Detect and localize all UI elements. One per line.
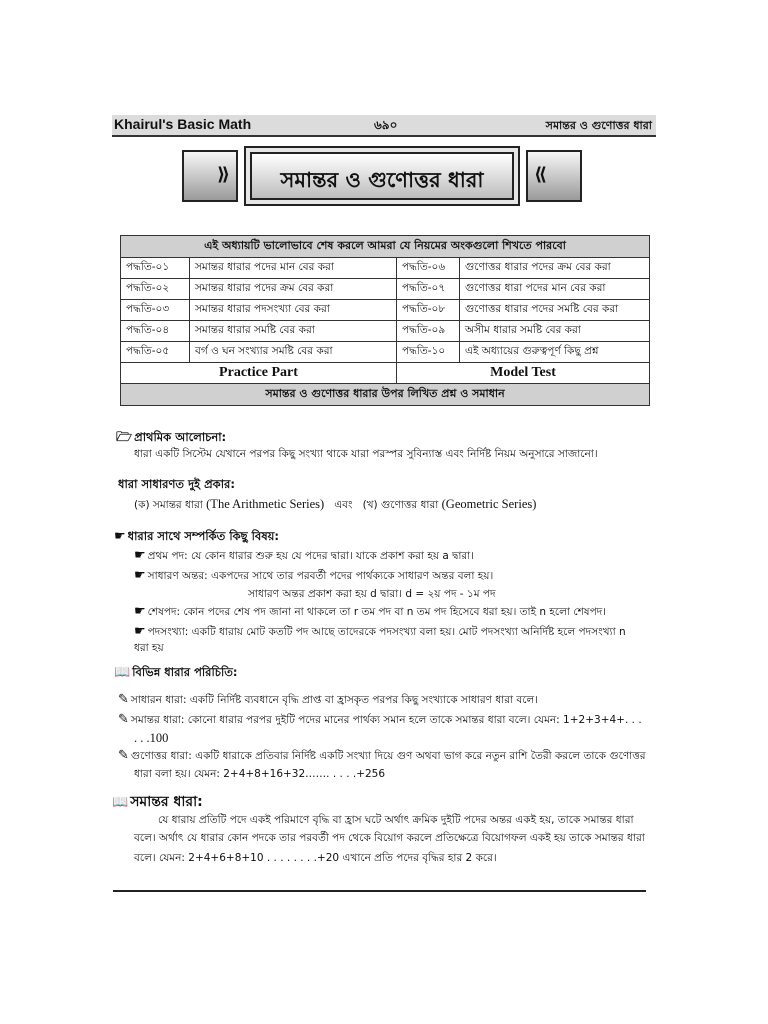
and-word: এবং bbox=[334, 499, 353, 511]
bottom-divider bbox=[113, 890, 646, 892]
intro-text: ধারা একটি সিস্টেম যেখানে পরপর কিছু সংখ্যা থাকে যারা পরস্পর সুবিন্যাস্ত এবং নির্দিষ্ট নিয়ম অনুসারে সাজানো। bbox=[134, 448, 598, 460]
kind-arithmetic-series bbox=[118, 710, 642, 730]
table-row bbox=[121, 342, 650, 363]
arith-heading: সমান্তর ধারা: bbox=[130, 794, 203, 810]
related-item-first-term bbox=[134, 546, 474, 566]
method-title: সমান্তর ধারার পদসংখ্যা বের করা bbox=[190, 300, 397, 321]
types-line bbox=[134, 494, 536, 515]
geometric-series-en: (Geometric Series) bbox=[441, 497, 537, 511]
method-number: পদ্ধতি-০২ bbox=[121, 279, 190, 300]
related-heading-row bbox=[114, 528, 279, 547]
pencil-icon: ✎ bbox=[118, 748, 129, 763]
kinds-heading: বিভিন্ন ধারার পরিচিতি: bbox=[132, 665, 238, 679]
method-title: এই অধ্যায়ের গুরুত্বপূর্ণ কিছু প্রশ্ন bbox=[460, 342, 650, 363]
method-number: পদ্ধতি-০৩ bbox=[121, 300, 190, 321]
method-number: পদ্ধতি-০৬ bbox=[397, 258, 460, 279]
method-number: পদ্ধতি-০৭ bbox=[397, 279, 460, 300]
chapter-name: সমান্তর ও গুণোত্তর ধারা bbox=[545, 119, 652, 132]
folder-icon: 🗁 bbox=[116, 430, 133, 445]
method-number: পদ্ধতি-০৫ bbox=[121, 342, 190, 363]
book-title: Khairul's Basic Math bbox=[114, 116, 252, 132]
kind-general-series bbox=[118, 690, 538, 710]
pointing-hand-icon: ☛ bbox=[134, 548, 146, 563]
arithmetic-series-text-cont: . . .100 bbox=[134, 731, 169, 745]
common-difference-formula: সাধারণ অন্তর প্রকাশ করা হয় d দ্বারা। d = ২য় পদ - ১ম পদ bbox=[248, 588, 496, 600]
kinds-heading-row bbox=[114, 664, 238, 683]
method-title: গুণোত্তর ধারার পদের সমষ্টি বের করা bbox=[460, 300, 650, 321]
method-number: পদ্ধতি-০১ bbox=[121, 258, 190, 279]
related-item-term-count bbox=[134, 622, 626, 642]
related-item-common-difference bbox=[134, 566, 493, 586]
kind-geometric-series bbox=[118, 746, 646, 766]
page-header bbox=[112, 115, 656, 137]
pointing-hand-icon: ☛ bbox=[134, 604, 146, 619]
method-number: পদ্ধতি-১০ bbox=[397, 342, 460, 363]
open-book-icon: 📖 bbox=[114, 665, 131, 680]
arithmetic-series-text: সমান্তর ধারা: কোনো ধারার পরপর দুইটি পদের মানের পার্থক্য সমান হলে তাকে সমান্তর ধারা বলে। যেমন: 1+2+3+4+. . . bbox=[130, 714, 642, 726]
pencil-icon: ✎ bbox=[118, 712, 129, 727]
types-heading: ধারা সাধারণত দুই প্রকার: bbox=[118, 477, 235, 491]
contents-heading: এই অধ্যায়টি ভালোভাবে শেষ করলে আমরা যে নিয়মের অংকগুলো শিখতে পারবো bbox=[121, 236, 650, 258]
contents-footer: সমান্তর ও গুণোত্তর ধারার উপর লিখিত প্রশ্ন ও সমাধান bbox=[121, 384, 650, 406]
pointing-hand-icon: ☛ bbox=[114, 529, 126, 544]
open-book-icon: 📖 bbox=[112, 795, 129, 810]
banner-title-box bbox=[244, 146, 520, 206]
first-term-text: প্রথম পদ: যে কোন ধারার শুরু হয় যে পদের দ্বারা। যাকে প্রকাশ করা হয় a দ্বারা। bbox=[147, 550, 474, 562]
common-difference-text: সাধারণ অন্তর: একপদের সাথে তার পরবর্তী পদের পার্থক্যকে সাধারণ অন্তর বলা হয়। bbox=[147, 570, 494, 582]
method-title: সমান্তর ধারার পদের মান বের করা bbox=[190, 258, 397, 279]
table-row bbox=[121, 258, 650, 279]
chapter-title: সমান্তর ও গুণোত্তর ধারা bbox=[280, 168, 484, 192]
contents-table bbox=[120, 235, 650, 406]
general-series-text: সাধারন ধারা: একটি নির্দিষ্ট ব্যবধানে বৃদ্ধি প্রাপ্ত বা হ্রাসকৃত পরপর কিছু সংখ্যাকে সাধারণ ধারা বলে। bbox=[130, 694, 539, 706]
arith-para-line-3: বলে। যেমন: 2+4+6+8+10 . . . . . . . .+20 এখানে প্রতি পদের বৃদ্ধির হার 2 করে। bbox=[134, 852, 497, 864]
arithmetic-series-bn: (ক) সমান্তর ধারা bbox=[134, 499, 203, 511]
method-title: অসীম ধারার সমষ্টি বের করা bbox=[460, 321, 650, 342]
last-term-text: শেষপদ: কোন পদের শেষ পদ জানা না থাকলে তা r তম পদ বা n তম পদ হিসেবে ধরা হয়। তাই n হলো শেষপদ। bbox=[147, 606, 606, 618]
pointing-hand-icon: ☛ bbox=[134, 568, 146, 583]
geometric-series-text-cont: ধারা বলা হয়। যেমন: 2+4+8+16+32……. . . . .+256 bbox=[134, 768, 386, 780]
method-number: পদ্ধতি-০৪ bbox=[121, 321, 190, 342]
related-item-last-term bbox=[134, 602, 606, 622]
table-row bbox=[121, 363, 650, 384]
chapter-banner bbox=[182, 146, 582, 206]
method-title: গুণোত্তর ধারা পদের মান বের করা bbox=[460, 279, 650, 300]
chevron-left-icon: ⟪ bbox=[534, 164, 547, 185]
method-number: পদ্ধতি-০৯ bbox=[397, 321, 460, 342]
banner-right-cap bbox=[526, 150, 582, 202]
chevron-right-icon: ⟫ bbox=[217, 164, 230, 185]
arith-para-line-1: যে ধারায় প্রতিটি পদে একই পরিমাণে বৃদ্ধি বা হ্রাস ঘটে অর্থাৎ ক্রমিক দুইটি পদের অন্তর একই হয়, তাকে সমান্তর ধারা bbox=[158, 814, 634, 826]
term-count-text: পদসংখ্যা: একটি ধারায় মোট কতটি পদ আছে তাদেরকে পদসংখ্যা বলা হয়। মোট পদসংখ্যা অনির্দিষ্ট হলে পদসংখ্যা n bbox=[147, 626, 626, 638]
method-number: পদ্ধতি-০৮ bbox=[397, 300, 460, 321]
geometric-series-bn: (খ) গুণোত্তর ধারা bbox=[362, 499, 439, 511]
arithmetic-series-en: (The Arithmetic Series) bbox=[206, 497, 325, 511]
pointing-hand-icon: ☛ bbox=[134, 624, 146, 639]
model-test-label: Model Test bbox=[397, 363, 650, 384]
geometric-series-text: গুণোত্তর ধারা: একটি ধারাকে প্রতিবার নির্দিষ্ট একটি সংখ্যা দিয়ে গুণ অথবা ভাগ করে নতুন রাশি তৈরী করলে তাকে গুণোত্তর bbox=[130, 750, 646, 762]
method-title: সমান্তর ধারার সমষ্টি বের করা bbox=[190, 321, 397, 342]
pencil-icon: ✎ bbox=[118, 692, 129, 707]
page-number: ৬৯০ bbox=[374, 118, 398, 132]
table-row bbox=[121, 321, 650, 342]
practice-part-label: Practice Part bbox=[121, 363, 397, 384]
intro-heading: প্রাথমিক আলোচনা: bbox=[134, 430, 227, 444]
arith-para-line-2: বলে। অর্থাৎ যে ধারার কোন পদকে তার পরবর্তী পদ থেকে বিয়োগ করলে প্রতিক্ষেত্রে বিয়োগফল একই হয় তাকে সমান্তর ধারা bbox=[134, 832, 645, 844]
table-row bbox=[121, 279, 650, 300]
term-count-text-cont: ধরা হয় bbox=[134, 642, 164, 654]
method-title: গুণোত্তর ধারার পদের ক্রম বের করা bbox=[460, 258, 650, 279]
banner-left-cap bbox=[182, 150, 238, 202]
method-title: সমান্তর ধারার পদের ক্রম বের করা bbox=[190, 279, 397, 300]
related-heading: ধারার সাথে সম্পর্কিত কিছু বিষয়: bbox=[127, 529, 280, 543]
table-row bbox=[121, 300, 650, 321]
method-title: বর্গ ও ঘন সংখ্যার সমষ্টি বের করা bbox=[190, 342, 397, 363]
